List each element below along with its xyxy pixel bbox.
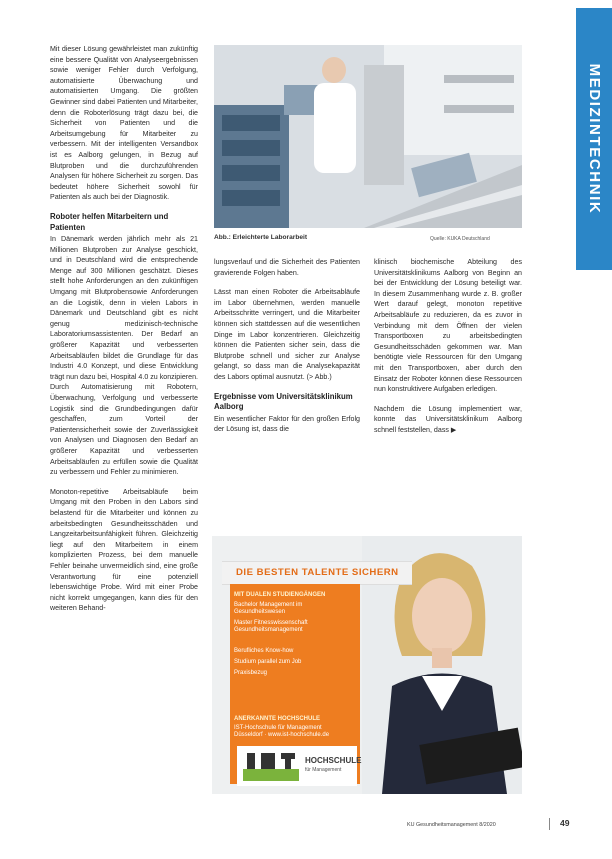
ad-item: Berufliches Know-how [234, 648, 294, 654]
ad-item: Praxisbezug [234, 670, 268, 676]
text-column-left [50, 44, 198, 623]
paragraph: Nachdem die Lösung implementiert war, konnte das Universitätsklinikum Aalborg schnell feststellen, dass ▶ [374, 404, 522, 434]
subheading: Ergebnisse vom Universitätsklinikum Aalborg [214, 391, 353, 412]
footer-publication: KU Gesundheitsmanagement 8/2020 [407, 822, 496, 828]
section-tab [576, 8, 612, 270]
photo-credit: Quelle: KUKA Deutschland [430, 236, 490, 242]
paragraph: Monoton-repetitive Arbeitsabläufe beim Umgang mit den Proben in den Labors sind belastend für die Mitarbeiter und können zu arbeitsbedingten Gesundheitsschäden und Langzeitarbeitsunfähigkeit führen. Gleichzeitig liegt auf den Mitarbeitern in einem komplizierten Prozess, bei dem manuelle Fehler beinahe unvermeidlich sind, eine große Verantwortung für eine potenziell lebenswichtige Probe. Wird mit einer Probe nicht korrekt umgegangen, kann dies für den weiteren Behand- [50, 487, 198, 613]
ist-logo-icon [243, 751, 299, 781]
ad-banner-text: DIE BESTEN TALENTE SICHERN [236, 567, 399, 578]
ad-item: Gesundheitswesen [234, 609, 286, 615]
text-column-right [374, 257, 522, 445]
ad-banner [222, 561, 412, 585]
section-label: MEDIZINTECHNIK [586, 63, 603, 215]
ad-item: Master Fitnesswissenschaft [234, 620, 308, 626]
ad-item: IST-Hochschule für Management [234, 725, 322, 731]
ad-item: Bachelor Management im [234, 602, 303, 608]
ad-heading: MIT DUALEN STUDIENGÄNGEN [234, 592, 326, 598]
paragraph: Lässt man einen Roboter die Arbeitsabläufe im Labor übernehmen, werden manuelle Arbeitsschritte verringert, und die Mitarbeiter können sich stattdessen auf die wesentlichen Dinge im Labor konzentrieren. Gleichzeitig können die Patienten sicher sein, dass die Blutprobe schnell und sicher zur Analyse gelangt, so dass man die Analysekapazität des Labors optimal ausnutzt. (> Abb.) [214, 288, 360, 381]
ad-item: Gesundheitsmanagement [234, 627, 303, 633]
school-logo-text: HOCHSCHULE [305, 756, 362, 765]
ad-item: Studium parallel zum Job [234, 659, 302, 665]
paragraph: klinisch biochemische Abteilung des Universitätsklinikums Aalborg von Beginn an bei der Entwicklung der Lösung beteiligt war. In diesem Zusammenhang wurde z. B. großer Wert darauf gelegt, monoton repetitive Arbeitsabläufe zu reduzieren, da es zuvor in Verbindung mit dem Öffnen der vielen Transportboxen zu arbeitsbedingten Gesundheitsschäden gekommen war. Man benötigte viele Ressourcen für den Umgang mit den Transportboxen, aber durch den Einsatz der Roboter können diese Ressourcen nun konstruktivere Aufgaben erledigen. [374, 258, 522, 394]
ad-heading: ANERKANNTE HOCHSCHULE [234, 716, 321, 722]
school-logo [237, 746, 362, 786]
advertisement[interactable] [212, 536, 522, 794]
lab-photo-illustration [214, 45, 522, 228]
paragraph: Mit dieser Lösung gewährleistet man zukünftig eine bessere Qualität von Analyseergebnissen sowie weniger Fehler durch Verfolgung, automatisierte Überwachung und automatisierten Umgang. Die größten Gewinner sind dabei Patienten und Mitarbeiter, denn die Roboterlösung trägt dazu bei, die Sicherheit von Patienten und die Arbeitsumgebung für Mitarbeiter zu verbessern. Mit der intelligenten Versandbox ist es Aalborg gelungen, in Bezug auf Blutproben und die durchzuführenden Analysen für höhere Sicherheit zu sorgen. Das bedeutet höhere Sicherheit sowohl für Patienten als auch bei der Diagnostik. [50, 45, 198, 202]
school-logo-subtext: für Management [305, 767, 342, 773]
lab-photo [214, 45, 522, 228]
paragraph: Ein wesentlicher Faktor für den großen Erfolg der Lösung ist, dass die [214, 414, 360, 434]
page-number: 49 [560, 818, 570, 828]
figure-caption: Abb.: Erleichterte Laborarbeit [214, 234, 308, 241]
subheading: Roboter helfen Mitarbeitern und Patienten [50, 211, 169, 232]
ad-item: Düsseldorf · www.ist-hochschule.de [234, 732, 330, 738]
paragraph: In Dänemark werden jährlich mehr als 21 Millionen Blutproben zur Analyse geschickt, und in Deutschland wird die entsprechende Menge auf 300 Millionen geschätzt. Dieses stellt hohe Anforderungen an den zukünftigen Umgang mit Blutprobensowie Anforderungen an die Logistik, denn in vielen Labors in Dänemark und Deutschland gibt es nicht genug medizinisch-technische Laboratoriumsassistenten. Der Bedarf an größerer Kapazität und verbesserten Arbeitsabläufen bildet die Grundlage für das Industri 4.0 Konzept, und diese Entwicklung trägt nun dazu bei, Hospital 4.0 zu konzipieren. Durch Automatisierung mit Robotern, Überwachung, Verfolgung und verbesserte Logistik sind die Grundbedingungen dafür geschaffen, zum Vorteil der Patientensicherheit sowie der Zuverlässigkeit von Analysen und Diagnosen den Bedarf an größerer Kapazität und verbesserten Arbeitsabläufen zu erfüllen sowie die Qualität zu verbessern und Fehler zu minimieren. [50, 235, 198, 477]
paragraph: lungsverlauf und die Sicherheit des Patienten gravierende Folgen haben. [214, 258, 360, 277]
text-column-middle [214, 257, 360, 444]
footer-divider [549, 818, 550, 830]
